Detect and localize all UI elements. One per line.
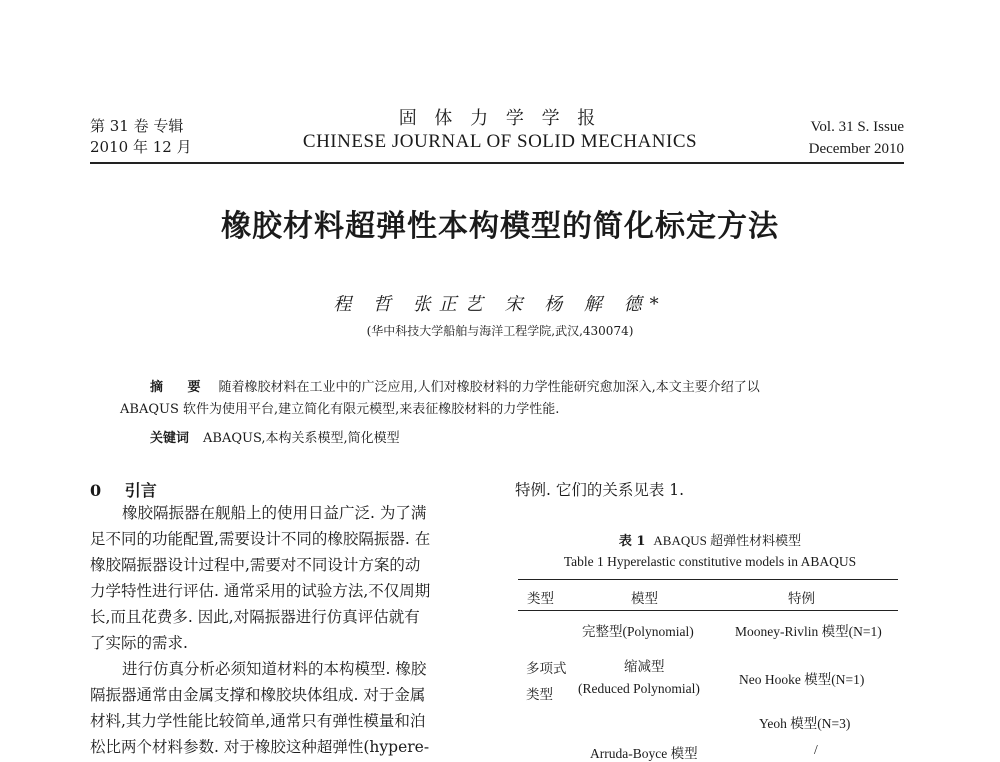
table-top-rule <box>518 579 898 580</box>
body-line: 松比两个材料参数. 对于橡胶这种超弹性(hypere- <box>90 738 430 756</box>
table-cell-arruda-special: / <box>814 742 818 757</box>
abstract <box>120 377 890 421</box>
volume-line-en: Vol. 31 S. Issue <box>810 119 904 135</box>
body-line: 材料,其力学性能比较简单,通常只有弹性模量和泊 <box>90 712 426 730</box>
journal-name <box>250 108 750 154</box>
body-line: 隔振器通常由金属支撑和橡胶块体组成. 对于金属 <box>90 686 426 704</box>
table-cell-arruda: Arruda-Boyce 模型 <box>590 746 698 761</box>
header-rule <box>90 162 904 164</box>
keywords <box>150 427 400 446</box>
journal-volume-info <box>90 116 192 158</box>
date-line: 2010 年 12 月 <box>90 138 192 156</box>
volume-line: 第 31 卷 专辑 <box>90 117 184 135</box>
section-title: 引言 <box>124 481 157 500</box>
table-cell-reduced-en: (Reduced Polynomial) <box>578 681 700 696</box>
keywords-text: ABAQUS,本构关系模型,简化模型 <box>203 431 400 446</box>
journal-volume-en <box>809 116 904 160</box>
table-group-label-2: 类型 <box>526 687 553 703</box>
table-cell-full-special: Mooney-Rivlin 模型(N=1) <box>735 624 882 639</box>
author-list: 程 哲 张正艺 宋 杨 解 德* <box>333 294 667 315</box>
table-cell-reduced-cn: 缩减型 <box>624 659 665 675</box>
right-column-lead: 特例. 它们的关系见表 1. <box>515 481 685 499</box>
abstract-label: 摘 要 <box>150 380 211 395</box>
body-line: 力学特性进行评估. 通常采用的试验方法,不仅周期 <box>90 582 431 600</box>
body-line: 橡胶隔振器设计过程中,需要对不同设计方案的动 <box>90 556 421 574</box>
paper-title: 橡胶材料超弹性本构模型的简化标定方法 <box>221 209 779 244</box>
journal-name-en: CHINESE JOURNAL OF SOLID MECHANICS <box>302 131 698 152</box>
table-title-cn: ABAQUS 超弹性材料模型 <box>653 533 802 548</box>
table-cell-yeoh: Yeoh 模型(N=3) <box>759 716 851 731</box>
date-line-en: December 2010 <box>808 141 904 157</box>
section-number: 0 <box>90 481 102 500</box>
body-line: 了实际的需求. <box>90 634 188 652</box>
table-group-label-1: 多项式 <box>526 661 567 677</box>
affiliation: (华中科技大学船舶与海洋工程学院,武汉,430074) <box>366 324 634 338</box>
table-cell-reduced-special: Neo Hooke 模型(N=1) <box>739 672 865 687</box>
table-cell-full-model: 完整型(Polynomial) <box>582 624 694 639</box>
body-line: 进行仿真分析必须知道材料的本构模型. 橡胶 <box>122 660 427 678</box>
left-column-body <box>90 500 482 760</box>
table-header-type: 类型 <box>527 591 554 607</box>
table-header-model: 模型 <box>631 591 658 607</box>
table-number: 表 1 <box>618 534 646 549</box>
journal-name-cn: 固 体 力 学 学 报 <box>398 108 602 129</box>
section-heading <box>90 478 157 501</box>
body-line: 长,而且花费多. 因此,对隔振器进行仿真评估就有 <box>90 608 420 626</box>
abstract-text-2: ABAQUS 软件为使用平台,建立简化有限元模型,来表征橡胶材料的力学性能. <box>120 402 560 417</box>
table-header-rule <box>518 610 898 611</box>
keywords-label: 关键词 <box>150 431 190 446</box>
body-line: 足不同的功能配置,需要设计不同的橡胶隔振器. 在 <box>90 530 431 548</box>
table-caption-en: Table 1 Hyperelastic constitutive models in ABAQUS <box>563 554 857 569</box>
table-caption-cn <box>510 530 910 549</box>
body-line: 橡胶隔振器在舰船上的使用日益广泛. 为了满 <box>122 504 427 522</box>
abstract-text-1: 随着橡胶材料在工业中的广泛应用,人们对橡胶材料的力学性能研究愈加深入,本文主要介绍了以 <box>218 380 760 395</box>
table-header-special: 特例 <box>788 591 815 607</box>
